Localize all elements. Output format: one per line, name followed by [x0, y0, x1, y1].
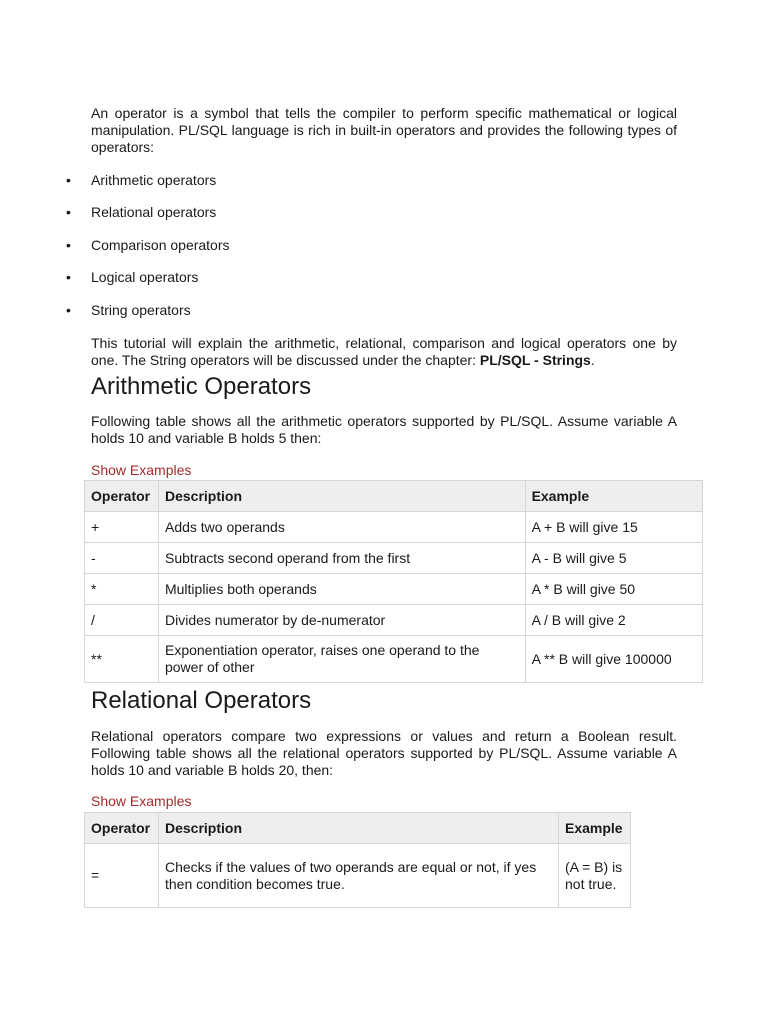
cell-description: Checks if the values of two operands are equal or not, if yes then condition becomes true. [158, 844, 558, 908]
cell-operator: - [85, 543, 159, 574]
header-description: Description [158, 481, 525, 512]
cell-example: (A = B) is not true. [559, 844, 631, 908]
table-row [85, 844, 631, 908]
cell-description: Subtracts second operand from the first [158, 543, 525, 574]
table-row [85, 636, 703, 683]
cell-description: Multiplies both operands [158, 574, 525, 605]
list-item: • Logical operators [66, 269, 199, 285]
table-row [85, 512, 703, 543]
strings-chapter-link[interactable]: PL/SQL - Strings [479, 352, 591, 368]
bullet-icon: • [66, 237, 71, 253]
table-row [85, 605, 703, 636]
header-example: Example [559, 813, 631, 844]
bullet-icon: • [66, 204, 71, 220]
intro-paragraph: An operator is a symbol that tells the compiler to perform specific mathematical or logical manipulation. PL/SQL language is rich in built-in operators and provides the following types of operators: [91, 105, 677, 155]
cell-operator: / [85, 605, 159, 636]
table-row [85, 574, 703, 605]
cell-description: Divides numerator by de-numerator [158, 605, 525, 636]
arithmetic-table [84, 480, 703, 683]
cell-example: A + B will give 15 [525, 512, 702, 543]
table-row [85, 543, 703, 574]
bullet-icon: • [66, 172, 71, 188]
cell-operator: * [85, 574, 159, 605]
relational-table [84, 812, 631, 908]
header-description: Description [158, 813, 558, 844]
relational-heading: Relational Operators [91, 687, 312, 714]
table-header-row [85, 813, 631, 844]
cell-operator: = [85, 844, 159, 908]
header-operator: Operator [85, 481, 159, 512]
cell-description: Adds two operands [158, 512, 525, 543]
cell-description: Exponentiation operator, raises one operand to the power of other [158, 636, 525, 683]
cell-example: A * B will give 50 [525, 574, 702, 605]
list-item: • Comparison operators [66, 237, 230, 253]
header-operator: Operator [85, 813, 159, 844]
show-examples-link[interactable]: Show Examples [91, 462, 192, 478]
table-header-row [85, 481, 703, 512]
arithmetic-heading: Arithmetic Operators [91, 373, 312, 400]
cell-operator: ** [85, 636, 159, 683]
cell-example: A ** B will give 100000 [525, 636, 702, 683]
bullet-icon: • [66, 302, 71, 318]
cell-operator: + [85, 512, 159, 543]
list-item: • String operators [66, 302, 191, 318]
show-examples-link[interactable]: Show Examples [91, 793, 192, 809]
cell-example: A / B will give 2 [525, 605, 702, 636]
explain-paragraph: This tutorial will explain the arithmetic, relational, comparison and logical operators one by one. The String operators will be discussed under the chapter: PL/SQL - Strings. [91, 335, 677, 368]
list-item: • Relational operators [66, 204, 217, 220]
arithmetic-intro: Following table shows all the arithmetic operators supported by PL/SQL. Assume variable A holds 10 and variable B holds 5 then: [91, 413, 677, 446]
relational-intro: Relational operators compare two expressions or values and return a Boolean result. Following table shows all the relational operators supported by PL/SQL. Assume variable A holds 10 and variable B holds 20, then: [91, 728, 677, 778]
list-item: • Arithmetic operators [66, 172, 217, 188]
bullet-icon: • [66, 269, 71, 285]
cell-example: A - B will give 5 [525, 543, 702, 574]
header-example: Example [525, 481, 702, 512]
